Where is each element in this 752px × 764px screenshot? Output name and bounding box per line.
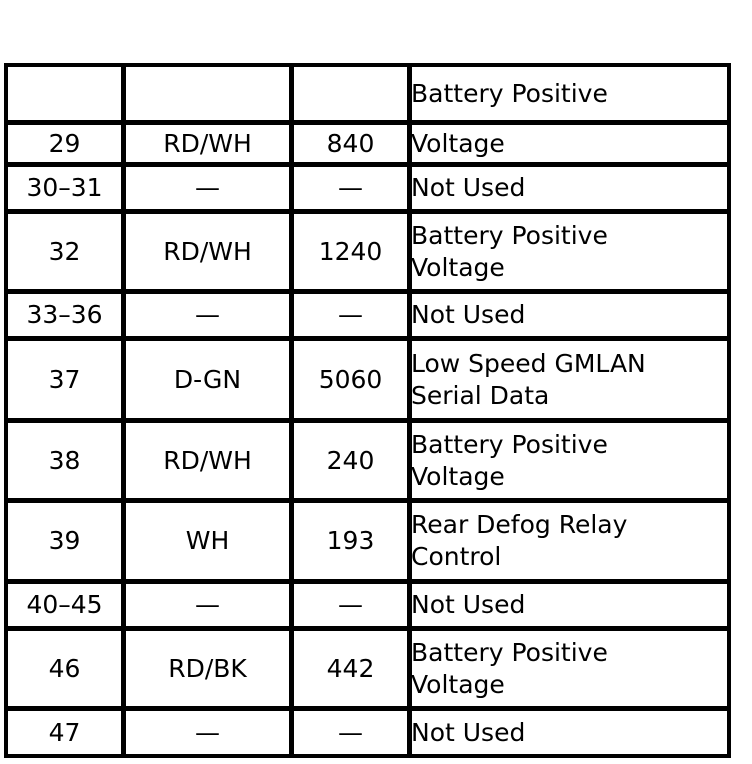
wire-color-cell — [125, 66, 293, 124]
pinout-table-body — [7, 66, 731, 758]
pin-cell: 37 — [7, 340, 125, 422]
wire-color-cell: RD/WH — [125, 213, 293, 293]
pin-cell: 29 — [7, 124, 125, 166]
table-row — [7, 422, 731, 502]
wire-color-cell: RD/WH — [125, 124, 293, 166]
wire-color-cell: — — [125, 583, 293, 630]
function-line: Low Speed GMLAN — [411, 348, 646, 378]
circuit-number-cell: 442 — [293, 630, 411, 710]
circuit-number-cell: — — [293, 166, 411, 213]
circuit-number-cell: 840 — [293, 124, 411, 166]
table-row — [7, 340, 731, 422]
pin-cell: 40–45 — [7, 583, 125, 630]
function-line: Battery Positive — [411, 637, 608, 667]
table-row — [7, 293, 731, 340]
function-line: Not Used — [411, 717, 526, 747]
function-line: Battery Positive — [411, 429, 608, 459]
table-row — [7, 66, 731, 124]
function-line: Control — [411, 542, 502, 571]
table-row — [7, 502, 731, 583]
function-cell — [411, 630, 731, 710]
function-line: Rear Defog Relay — [411, 510, 628, 539]
function-cell — [411, 66, 731, 124]
pin-cell: 32 — [7, 213, 125, 293]
wire-color-cell: — — [125, 293, 293, 340]
pin-cell: 47 — [7, 710, 125, 758]
table-row — [7, 583, 731, 630]
function-cell — [411, 502, 731, 583]
wire-color-cell: RD/WH — [125, 422, 293, 502]
function-line: Battery Positive — [411, 78, 608, 108]
function-line: Voltage — [411, 669, 505, 699]
circuit-number-cell: 240 — [293, 422, 411, 502]
function-cell — [411, 422, 731, 502]
table-row — [7, 710, 731, 758]
function-cell — [411, 213, 731, 293]
circuit-number-cell: 193 — [293, 502, 411, 583]
function-cell — [411, 124, 731, 166]
function-cell — [411, 166, 731, 213]
pin-cell: 33–36 — [7, 293, 125, 340]
pinout-table — [4, 63, 731, 758]
function-cell — [411, 340, 731, 422]
table-row — [7, 166, 731, 213]
function-line: Battery Positive — [411, 220, 608, 250]
function-line: Not Used — [411, 300, 526, 329]
circuit-number-cell: — — [293, 293, 411, 340]
wire-color-cell: D-GN — [125, 340, 293, 422]
circuit-number-cell: — — [293, 710, 411, 758]
function-line: Voltage — [411, 252, 505, 282]
function-line: Serial Data — [411, 380, 550, 410]
circuit-number-cell: — — [293, 583, 411, 630]
wire-color-cell: WH — [125, 502, 293, 583]
circuit-number-cell — [293, 66, 411, 124]
function-line: Not Used — [411, 173, 526, 202]
wire-color-cell: RD/BK — [125, 630, 293, 710]
table-row — [7, 213, 731, 293]
wire-color-cell: — — [125, 166, 293, 213]
function-line: Voltage — [411, 128, 505, 158]
function-cell — [411, 293, 731, 340]
pin-cell: 30–31 — [7, 166, 125, 213]
table-row — [7, 124, 731, 166]
wire-color-cell: — — [125, 710, 293, 758]
pin-cell: 46 — [7, 630, 125, 710]
function-line: Not Used — [411, 590, 526, 619]
pin-cell — [7, 66, 125, 124]
pin-cell: 38 — [7, 422, 125, 502]
circuit-number-cell: 5060 — [293, 340, 411, 422]
function-cell — [411, 583, 731, 630]
table-row — [7, 630, 731, 710]
circuit-number-cell: 1240 — [293, 213, 411, 293]
function-line: Voltage — [411, 461, 505, 491]
pin-cell: 39 — [7, 502, 125, 583]
function-cell — [411, 710, 731, 758]
